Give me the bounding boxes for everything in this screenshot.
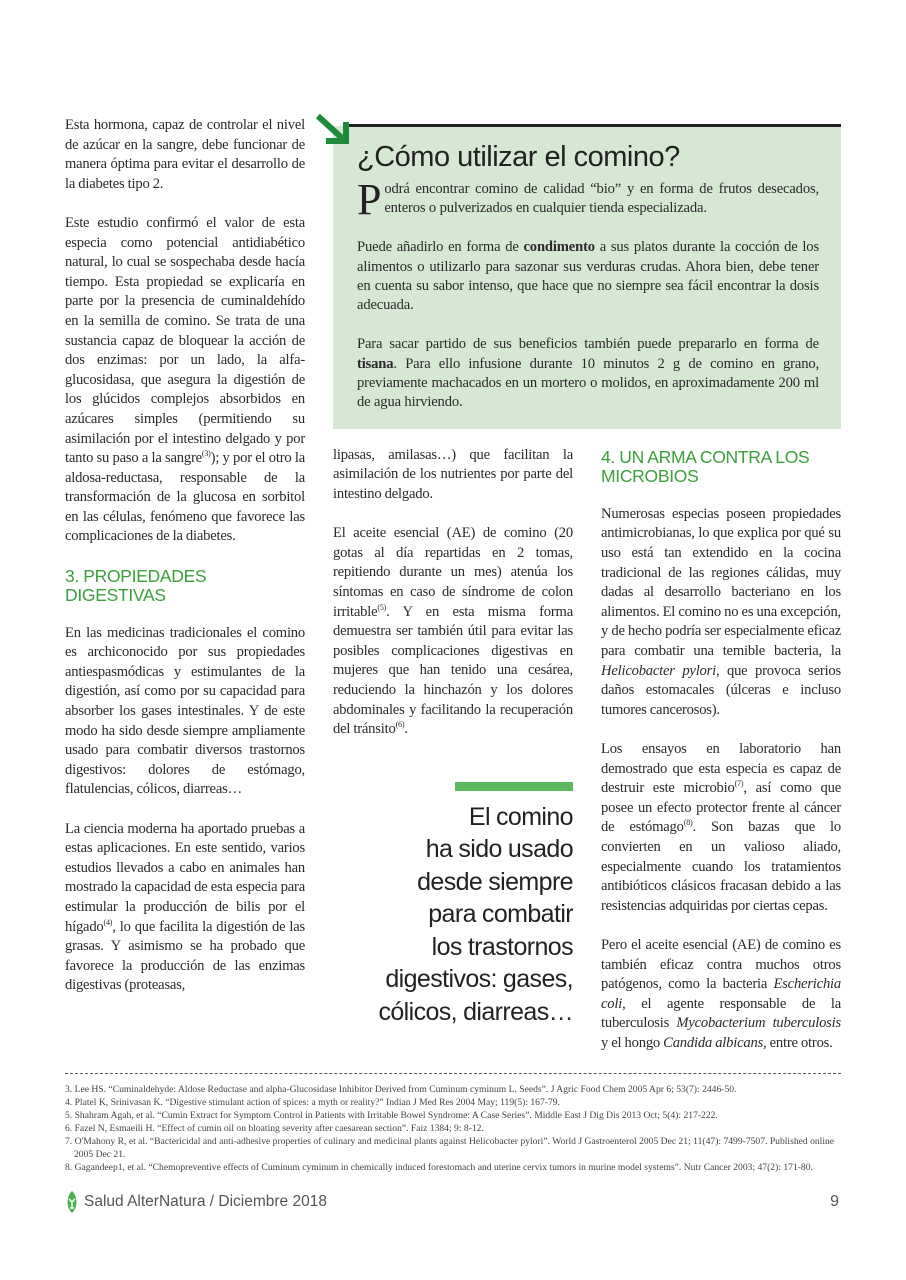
box-paragraph xyxy=(357,238,819,316)
italic-term: Candida albicans xyxy=(663,1034,764,1051)
italic-term: Helicobacter pylori xyxy=(601,662,716,679)
text-run: Numerosas especias poseen propiedades antimicrobianas, lo que explica por qué su uso está tan extendido en la cocina tradicional de las regiones cálidas, muy dadas al desarrollo bacteriano en los alimentos. El comino no es una excepción, y de hecho podría ser especialmente eficaz para combatir una temible bacteria, la xyxy=(601,505,841,659)
footnote-ref: (4) xyxy=(103,917,113,927)
paragraph xyxy=(65,116,305,194)
footnote: 8. Gagandeep1, et al. “Chemopreventive effects of Cuminum cyminum in chemically induced forestomach and uterine cervix tumors in murine model systems”. Nutr Cancer 2003; 47(2): 171-80. xyxy=(65,1162,813,1174)
footnote: 4. Platel K, Srinivasan K. “Digestive stimulant action of spices: a myth or reality?” Indian J Med Res 2004 May; 119(5): 167-79. xyxy=(65,1097,560,1109)
paragraph xyxy=(65,624,305,800)
leaf-logo-icon xyxy=(65,1190,79,1214)
text-run: Para sacar partido de sus beneficios también puede prepararlo en forma de xyxy=(357,336,819,353)
column-right xyxy=(601,448,841,1054)
bold-term: tisana xyxy=(357,355,394,372)
text-run: Puede añadirlo en forma de xyxy=(357,239,524,256)
text-run: , así como que posee un efecto protector frente al cáncer de estómago xyxy=(601,780,841,836)
footnote: 5. Shahram Agah, et al. “Cumin Extract for Symptom Control in Patients with Irritable Bowel Syndrome: A Case Series”. Middle East J Dig Dis 2013 Oct; 5(4): 217-222. xyxy=(65,1110,718,1122)
paragraph xyxy=(333,446,573,505)
footnote-ref: (3) xyxy=(201,449,211,459)
footnote-ref: (5) xyxy=(377,602,387,612)
pull-quote-line: ha sido usado xyxy=(425,835,573,864)
text-run: . Para ello infusione durante 10 minutos 2 g de comino en grano, previamente machacados en un mortero o molidos, en aproximadamente 200 ml de agua hirviendo. xyxy=(357,355,819,411)
text-run: Pero el aceite esencial (AE) de comino es también eficaz contra muchos otros patógenos, como la bacteria xyxy=(601,936,841,993)
text-run: odrá encontrar comino de calidad “bio” y en forma de frutos desecados, enteros o pulverizados en cualquier tienda especializada. xyxy=(384,181,819,217)
bold-term: condimento xyxy=(523,239,595,256)
footer xyxy=(65,1190,841,1214)
footnote: 7. O'Mahony R, et al. “Bactericidal and anti-adhesive properties of culinary and medicinal plants against Helicobacter pylori”. World J Gastroenterol 2005 Dec 21; 11(47): 7499-7507. Published online 2005 Dec 21. xyxy=(65,1136,835,1161)
footnote: 6. Fazel N, Esmaeili H. “Effect of cumin oil on bloating severity after caesarean section”. Faiz 1384; 9: 8-12. xyxy=(65,1123,484,1135)
paragraph xyxy=(601,936,841,1054)
drop-cap: P xyxy=(357,175,382,224)
section-heading: 4. UN ARMA CONTRA LOS MICROBIOS xyxy=(601,446,810,486)
pull-quote-line: cólicos, diarreas… xyxy=(378,997,573,1026)
pull-quote-line: desde siempre xyxy=(417,867,573,896)
text-run: Esta hormona, capaz de controlar el nivel de azúcar en la sangre, debe funcionar de manera óptima para evitar el desarrollo de la diabetes tipo 2. xyxy=(65,117,305,192)
pull-quote-line: para combatir xyxy=(428,900,573,929)
footer-publication xyxy=(65,1190,327,1214)
text-run: a sus platos durante la cocción de los alimentos o utilizarlo para sazonar sus verduras crudas. Ahora bien, debe tener en cuenta su sabor intenso, que hace que no siempre sea fácil encontrar la dosis adecuada. xyxy=(357,239,819,314)
pull-quote-bar xyxy=(455,782,573,791)
text-run: y el hongo xyxy=(601,1034,664,1051)
text-run: , lo que facilita la digestión de las grasas. Y asimismo se ha probado que favorece la producción de las enzimas digestivas (proteasas, xyxy=(65,918,305,994)
pull-quote-line: digestivos: gases, xyxy=(385,965,573,994)
arrow-down-right-icon xyxy=(316,114,356,150)
paragraph xyxy=(65,214,305,547)
pull-quote-line: los trastornos xyxy=(431,932,573,961)
text-run: . Son bazas que lo convierten en un valioso aliado, especialmente cuando los tratamientos antibióticos clásicos fracasan debido a las resistencias adquiridas por ciertas cepas. xyxy=(601,819,842,914)
pull-quote-line: El comino xyxy=(468,802,573,831)
tip-box xyxy=(333,126,841,429)
article-body xyxy=(65,116,841,1053)
text-run: ); y por el otro la aldosa-reductasa, responsable de la transformación de la glucosa en sorbitol en las células, fenómeno que favorece las complicaciones de la diabetes. xyxy=(65,450,305,545)
text-run: . Y en esta misma forma demuestra ser también útil para evitar las posibles complicaciones digestivas en mujeres que han tenido una cesárea, reduciendo la hinchazón y los dolores abdominales y facilitando la recuperación del tránsito xyxy=(333,603,573,738)
text-run: . xyxy=(404,721,408,738)
footnote-ref: (7) xyxy=(734,779,744,789)
box-body xyxy=(357,175,819,413)
column-middle xyxy=(333,446,573,1028)
footnote-divider xyxy=(65,1073,841,1074)
section-heading: 3. PROPIEDADES DIGESTIVAS xyxy=(65,565,207,605)
text-run: , que provoca serios daños estomacales (úlceras e incluso tumores cancerosos). xyxy=(601,662,841,718)
publication-name: Salud AlterNatura / Diciembre 2018 xyxy=(84,1193,327,1211)
page-number: 9 xyxy=(830,1193,839,1211)
box-top-rule xyxy=(344,124,841,127)
footnote-ref: (6) xyxy=(395,720,405,730)
paragraph xyxy=(333,524,573,740)
text-run: Los ensayos en laboratorio han demostrado que esta especia es capaz de destruir este microbio xyxy=(601,740,841,797)
text-run: , entre otros. xyxy=(763,1034,833,1051)
paragraph xyxy=(601,740,841,916)
text-run: , el agente responsable de la tuberculosis xyxy=(601,995,841,1032)
paragraph xyxy=(65,820,305,996)
box-title: ¿Cómo utilizar el comino? xyxy=(357,141,680,173)
text-run: En las medicinas tradicionales el comino es archiconocido por sus propiedades antiespasmódicas y estimulantes de la digestión, así como por su capacidad para absorber los gases intestinales. Y de este modo ha sido desde siempre ampliamente usado para combatir diversos trastornos digestivos: dolores de estómago, flatulencias, cólicos, diarreas… xyxy=(65,624,305,798)
text-run: La ciencia moderna ha aportado pruebas a estas aplicaciones. En este sentido, varios estudios llevados a cabo en animales han mostrado la capacidad de esta especia para estimular la producción de bilis por el hígado xyxy=(65,820,305,935)
footnotes xyxy=(65,1083,841,1174)
footnote-ref: (8) xyxy=(683,818,693,828)
paragraph xyxy=(601,505,841,721)
box-paragraph xyxy=(357,175,819,224)
footnote: 3. Lee HS. “Cuminaldehyde: Aldose Reductase and alpha-Glucosidase Inhibitor Derived from Cuminum cyminum L. Seeds”. J Agric Food Chem 2005 Apr 6; 53(7): 2446-50. xyxy=(65,1084,737,1096)
pull-quote xyxy=(333,801,573,1029)
text-run: lipasas, amilasas…) que facilitan la asimilación de los nutrientes por parte del intestino delgado. xyxy=(333,446,573,503)
column-middle-text xyxy=(333,446,573,740)
italic-term: Mycobacterium tuberculosis xyxy=(676,1015,841,1032)
column-left xyxy=(65,116,305,996)
italic-term: Escherichia coli xyxy=(601,976,841,1012)
box-paragraph xyxy=(357,335,819,413)
text-run: Este estudio confirmó el valor de esta especia como potencial antidiabético natural, lo cual se sospechaba desde hacía tiempo. Esta propiedad se explicaría en parte por la presencia de cuminaldehído en la semilla de comino. Se trata de una sustancia capaz de bloquear la acción de dos enzimas: por un lado, la alfa-glucosidasa, que asegura la digestión de los glúcidos complejos absorbidos en azúcares simples (permitiendo su asimilación por el intestino delgado y por tanto su paso a la sangre xyxy=(65,214,305,467)
text-run: El aceite esencial (AE) de comino (20 gotas al día repartidas en 2 tomas, repitiendo durante un mes) atenúa los síntomas en caso de síndrome de colon irritable xyxy=(333,525,573,620)
